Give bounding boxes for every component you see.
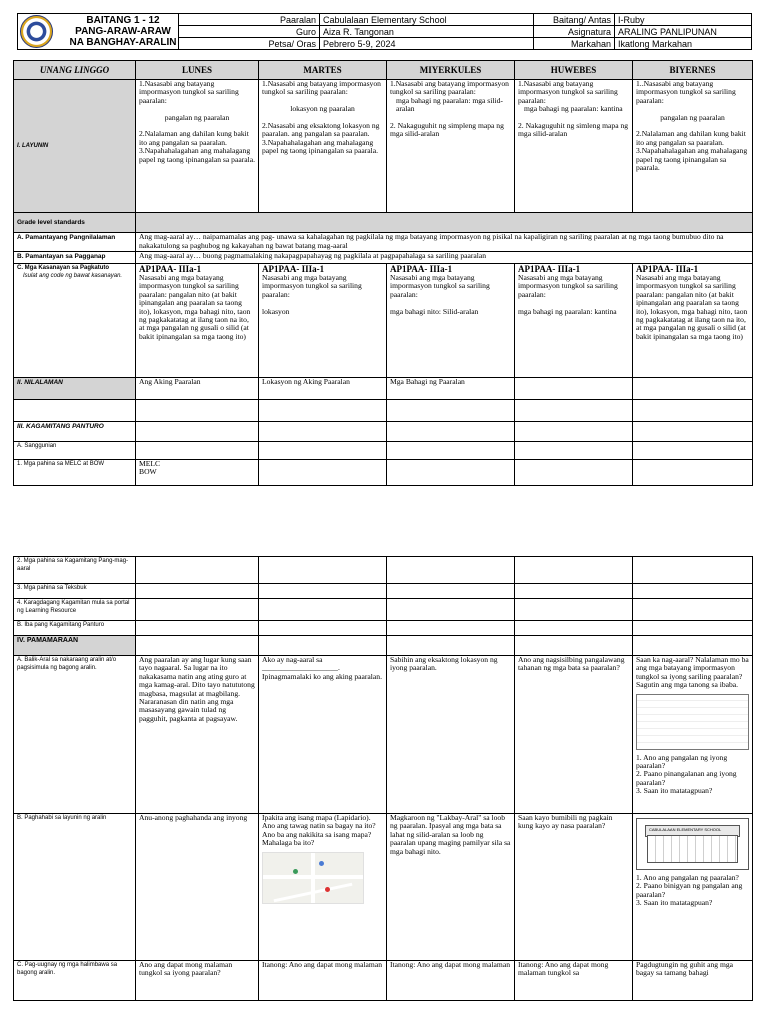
teacher-value: Aiza R. Tangonan	[323, 27, 394, 37]
review-huwebes: Ano ang nagsisilbing pangalawang tahanan ng mga bata sa paaralan?	[515, 656, 633, 814]
melc-row	[14, 460, 753, 486]
grade-level-label: Grade level standards	[14, 213, 136, 233]
title-line-3: NA BANGHAY-ARALIN	[69, 37, 177, 48]
spacer-row	[14, 400, 753, 422]
content-label: II. NILALAMAN	[14, 378, 136, 400]
grade-label: Baitang/ Antas	[552, 15, 611, 25]
column-header-week: UNANG LINGGO	[14, 61, 136, 80]
layunin-miyerkules: 1.Nasasabi ang batayang impormasyon tungkol sa sariling paaralan: mga bahagi ng paaralan: mga silid-aralan 2. Nakaguguhit ng simpleng mapa ng mga silid-aralan	[387, 80, 515, 213]
lesson-plan-table-part-1	[13, 60, 753, 486]
motivation-martes: Ipakita ang isang mapa (Lapidario). Ano ang tawag natin sa bagay na ito? Ano ba ang nakikita sa isang mapa? Mahalaga ba ito?	[259, 814, 387, 961]
lr-portal-row	[14, 599, 753, 621]
lesson-plan-table-part-2	[13, 556, 753, 1001]
connection-martes: Itanong: Ano ang dapat mong malaman	[259, 961, 387, 1001]
textbook-label: 3. Mga pahina sa Teksbuk	[14, 584, 136, 599]
connection-lunes: Ano ang dapat mong malaman tungkol sa iyong paaralan?	[136, 961, 259, 1001]
competency-row	[14, 264, 753, 378]
quarter-label: Markahan	[570, 39, 611, 49]
layunin-huwebes: 1.Nasasabi ang batayang impormasyon tungkol sa sariling paaralan: mga bahagi ng paaralan: kantina 2. Nakaguguhit ng simleng mapa ng mga silid-aralan	[515, 80, 633, 213]
date-label: Petsa/ Oras	[268, 39, 316, 49]
melc-lunes: MELC BOW	[136, 460, 259, 486]
layunin-martes: 1.Nasasabi ang batayang impormasyon tungkol sa sariling paaralan: lokasyon ng paaralan 2.Nasasabi ang eksaktong lokasyon ng paaralan. ang pangalan sa paaralan. 3.Napahahalagahan ang mahalagang papel ng taong ipinangalan sa paarala.	[259, 80, 387, 213]
motivation-biyernes: CABULALAAN ELEMENTARY SCHOOL 1. Ano ang pangalan ng paaralan? 2. Paano binigyan ng pangalan ang paaralan? 3. Saan ito matatagpuan?	[633, 814, 753, 961]
motivation-label: B. Paghahabi sa layunin ng aralin	[14, 814, 136, 961]
review-lunes: Ang paaralan ay ang lugar kung saan tayo nagaaral. Sa lugar na ito nakakasama natin ang ating guro at mga kamag-aral. Dito tayo natututong magbasa, magsulat at magbilang. Nararanasan din natin ang mga masasayang gawain tulad ng pagguhit, pagkanta at pagsayaw.	[136, 656, 259, 814]
competency-huwebes: AP1PAA- IIIa-1 Nasasabi ang mga batayang impormasyon tungkol sa sariling paaralan: mga bahagi ng paaralan: kantina	[515, 264, 633, 378]
quarter-value: Ikatlong Markahan	[618, 39, 693, 49]
subject-label: Asignatura	[567, 27, 611, 37]
column-header-biyernes: BIYERNES	[633, 61, 753, 80]
layunin-label: I. LAYUNIN	[14, 80, 136, 213]
other-materials-row	[14, 621, 753, 636]
connection-label: C. Pag-uugnay ng mga halimbawa sa bagong aralin.	[14, 961, 136, 1001]
school-value: Cabulalaan Elementary School	[323, 15, 447, 25]
column-header-huwebes: HUWEBES	[515, 61, 633, 80]
content-standard-text: Ang mag-aaral ay… naipamamalas ang pag- unawa sa kahalagahan ng pagkilala ng mga batayang impormasyon ng pisikal na kapaligiran ng sariling paaralan at ng mga taong bumubuo dito na nakakatulong sa paghubog ng kakayahan ng bawat batang mag-aaral	[136, 233, 753, 252]
layunin-lunes: 1.Nasasabi ang batayang impormasyon tungkol sa sariling paaralan: pangalan ng paaralan 2.Nalalaman ang dahilan kung bakit ito ang pangalan sa paaralan. 3.Napahahalagahan ang mahalagang papel ng taong ipinangalan sa paarala.	[136, 80, 259, 213]
motivation-miyerkules: Magkaroon ng "Lakbay-Aral" sa loob ng paaralan. Ipasyal ang mga bata sa lahat ng silid-aralan sa loob ng paaralan upang maging pamilyar sila sa mga bahagi nito.	[387, 814, 515, 961]
subject-value: ARALING PANLIPUNAN	[618, 27, 717, 37]
connection-biyernes: Pagdugtungin ng guhit ang mga bagay sa tamang bahagi	[633, 961, 753, 1001]
content-miyerkules: Mga Bahagi ng Paaralan	[387, 378, 515, 400]
motivation-lunes: Anu-anong paghahanda ang inyong	[136, 814, 259, 961]
materials-row	[14, 422, 753, 442]
school-label: Paaralan	[279, 15, 316, 25]
motivation-huwebes: Saan kayo bumibili ng pagkain kung kayo ay nasa paaralan?	[515, 814, 633, 961]
connection-miyerkules: Itanong: Ano ang dapat mong malaman	[387, 961, 515, 1001]
review-row	[14, 656, 753, 814]
school-drawing-image	[636, 694, 749, 750]
content-lunes: Ang Aking Paaralan	[136, 378, 259, 400]
content-standard-row	[14, 233, 753, 252]
learner-materials-row	[14, 557, 753, 584]
procedure-row	[14, 636, 753, 656]
document-header	[17, 13, 752, 50]
competency-miyerkules: AP1PAA- IIIa-1 Nasasabi ang mga batayang impormasyon tungkol sa sariling paaralan: mga bahagi nito: Silid-aralan	[387, 264, 515, 378]
school-building-image: CABULALAAN ELEMENTARY SCHOOL	[636, 818, 749, 870]
column-header-row	[14, 61, 753, 80]
column-header-miyerkules: MIYERKULES	[387, 61, 515, 80]
content-row	[14, 378, 753, 400]
competency-biyernes: AP1PAA- IIIa-1 Nasasabi ang mga batayang impormasyon tungkol sa sariling paaralan: pangalan nito (at bakit ipinangalan ang paaralan sa taong ito), lokasyon, mga bahagi nito, taon ng pagkakatatag at ilang taon na ito, at mga pangalan ng gusali o silid (at bakit ipinangalan sa mga taong ito)	[633, 264, 753, 378]
competency-lunes: AP1PAA- IIIa-1 Nasasabi ang mga batayang impormasyon tungkol sa sariling paaralan: pangalan nito (at bakit ipinangalan ang paaralan sa taong ito), lokasyon, mga bahagi nito, taon ng pagkakatatag at ilang taon na ito, at mga pangalan ng gusali o silid (at bakit ipinangalan sa mga taong ito)	[136, 264, 259, 378]
layunin-row	[14, 80, 753, 213]
performance-standard-row	[14, 252, 753, 264]
title-line-1: BAITANG 1 - 12	[86, 15, 160, 26]
competency-label: C. Mga Kasanayan sa Pagkatuto Isulat ang code ng bawat kasanayan.	[14, 264, 136, 378]
content-martes: Lokasyon ng Aking Paaralan	[259, 378, 387, 400]
document-title	[56, 15, 190, 48]
materials-label: III. KAGAMITANG PANTURO	[14, 422, 136, 442]
grade-value: I-Ruby	[618, 15, 645, 25]
teacher-label: Guro	[295, 27, 316, 37]
column-header-lunes: LUNES	[136, 61, 259, 80]
location-map-image	[262, 852, 364, 904]
performance-standard-text: Ang mag-aaral ay… buong pagmamalaking nakapagpapahayag ng pagkilala at pagpapahalaga sa sariling paaralan	[136, 252, 753, 264]
content-standard-label: A. Pamantayang Pangnilalaman	[14, 233, 136, 252]
lr-portal-label: 4. Karagdagang Kagamitan mula sa portal ng Learning Resource	[14, 599, 136, 621]
grade-level-row	[14, 213, 753, 233]
competency-martes: AP1PAA- IIIa-1 Nasasabi ang mga batayang impormasyon tungkol sa sariling paaralan: lokasyon	[259, 264, 387, 378]
review-martes: Ako ay nag-aaral sa ____________________. Ipinagmamalaki ko ang aking paaralan.	[259, 656, 387, 814]
learner-materials-label: 2. Mga pahina sa Kagamitang Pang-mag-aaral	[14, 557, 136, 584]
review-label: A. Balik-Aral sa nakaraang aralin at/o pagsisimula ng bagong aralin.	[14, 656, 136, 814]
connection-huwebes: Itanong: Ano ang dapat mong malaman tungkol sa	[515, 961, 633, 1001]
column-header-martes: MARTES	[259, 61, 387, 80]
title-line-2: PANG-ARAW-ARAW	[75, 26, 171, 37]
connection-row	[14, 961, 753, 1001]
performance-standard-label: B. Pamantayan sa Pagganap	[14, 252, 136, 264]
review-biyernes: Saan ka nag-aaral? Nalalaman mo ba ang mga batayang impormasyon tungkol sa iyong sariling paaralan? Sagutin ang mga tanong sa ibaba. 1. Ano ang pangalan ng iyong paaralan? 2. Paano pinangalanan ang iyong paaralan? 3. Saan ito matatagpuan?	[633, 656, 753, 814]
date-value: Pebrero 5-9, 2024	[323, 39, 396, 49]
procedure-label: IV. PAMAMARAAN	[14, 636, 136, 656]
deped-seal-icon	[20, 15, 53, 48]
textbook-row	[14, 584, 753, 599]
review-miyerkules: Sabihin ang eksaktong lokasyon ng iyong paaralan.	[387, 656, 515, 814]
layunin-biyernes: 1..Nasasabi ang batayang impormasyon tungkol sa sariling paaralan: pangalan ng paaralan 2.Nalalaman ang dahilan kung bakit ito ang pangalan sa paaralan. 3.Napahahalagahan ang mahalagang papel ng taong ipinangalan sa paarala.	[633, 80, 753, 213]
references-label: A. Sanggunian	[14, 442, 136, 460]
melc-label: 1. Mga pahina sa MELC at BOW	[14, 460, 136, 486]
references-row	[14, 442, 753, 460]
motivation-row	[14, 814, 753, 961]
other-materials-label: B. Iba pang Kagamitang Panturo	[14, 621, 136, 636]
